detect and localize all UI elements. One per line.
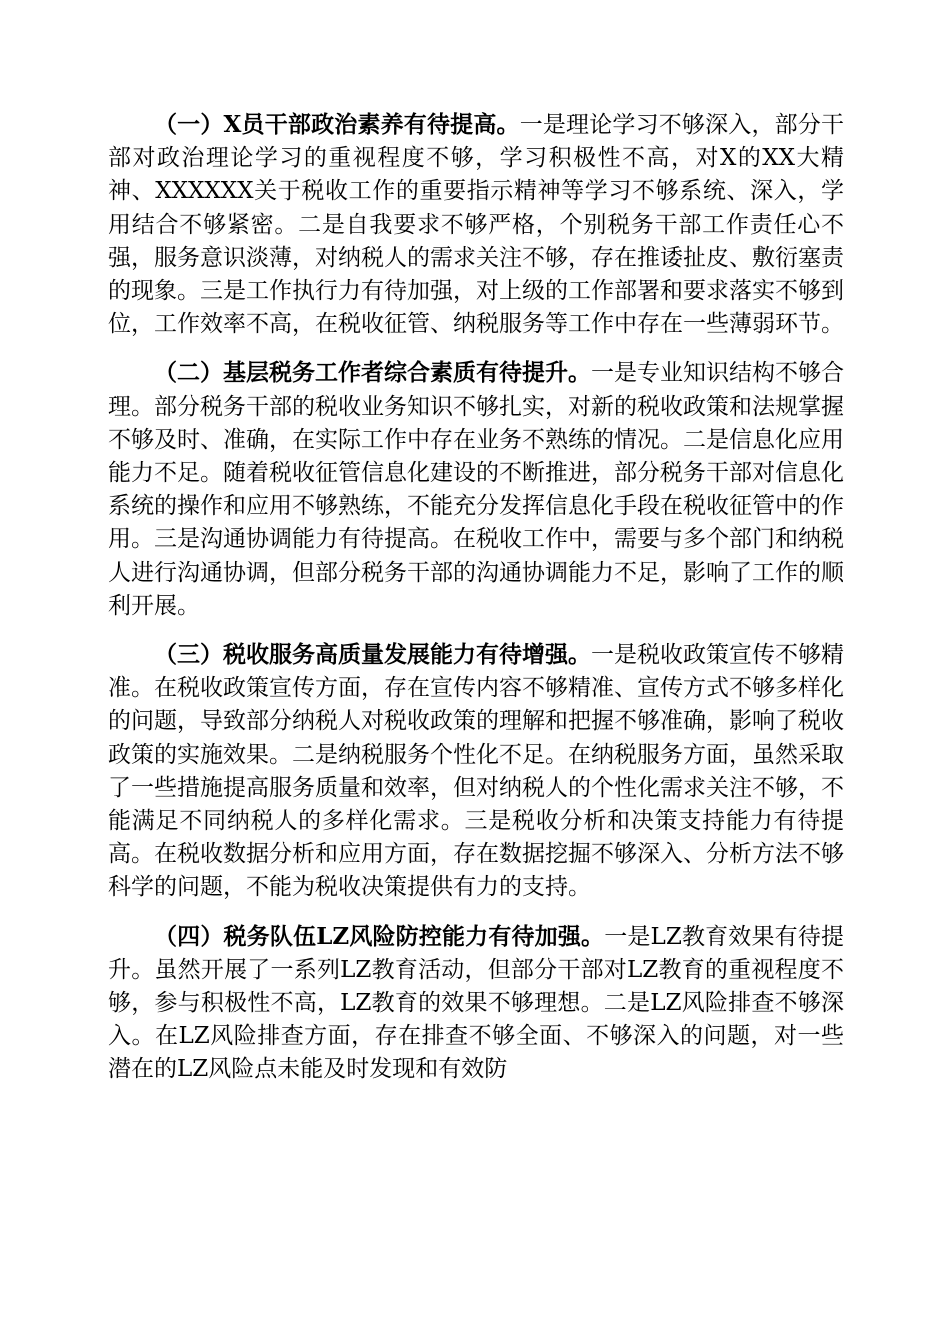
paragraph-4 (108, 920, 844, 1087)
paragraph-3 (108, 638, 844, 905)
paragraph-1-heading: （一）X员干部政治素养有待提高。 (154, 111, 520, 138)
paragraph-3-heading: （三）税收服务高质量发展能力有待增强。 (154, 641, 591, 669)
paragraph-1-body: 一是理论学习不够深入，部分干部对政治理论学习的重视程度不够，学习积极性不高，对X的XX大精神、XXXXXX关于税收工作的重要指示精神等学习不够系统、深入，学用结合不够紧密。二是自我要求不够严格，个别税务干部工作责任心不强，服务意识淡薄，对纳税人的需求关注不够，存在推诿扯皮、敷衍塞责的现象。三是工作执行力有待加强，对上级的工作部署和要求落实不够到位，工作效率不高，在税收征管、纳税服务等工作中存在一些薄弱环节。 (108, 112, 844, 338)
paragraph-1 (108, 108, 844, 341)
paragraph-4-heading: （四）税务队伍LZ风险防控能力有待加强。 (154, 922, 605, 950)
paragraph-2-body: 一是专业知识结构不够合理。部分税务干部的税收业务知识不够扎实，对新的税收政策和法规掌握不够及时、准确，在实际工作中存在业务不熟练的情况。二是信息化应用能力不足。随着税收征管信息化建设的不断推进，部分税务干部对信息化系统的操作和应用不够熟练，不能充分发挥信息化手段在税收征管中的作用。三是沟通协调能力有待提高。在税收工作中，需要与多个部门和纳税人进行沟通协调，但部分税务干部的沟通协调能力不足，影响了工作的顺利开展。 (108, 360, 844, 619)
paragraph-4-body: 一是LZ教育效果有待提升。虽然开展了一系列LZ教育活动，但部分干部对LZ教育的重视程度不够，参与积极性不高，LZ教育的效果不够理想。二是LZ风险排查不够深入。在LZ风险排查方面，存在排查不够全面、不够深入的问题，对一些潜在的LZ风险点未能及时发现和有效防 (108, 923, 844, 1083)
paragraph-2-heading: （二）基层税务工作者综合素质有待提升。 (154, 359, 591, 387)
document-page (108, 108, 844, 1102)
paragraph-3-body: 一是税收政策宣传不够精准。在税收政策宣传方面，存在宣传内容不够精准、宣传方式不够多样化的问题，导致部分纳税人对税收政策的理解和把握不够准确，影响了税收政策的实施效果。二是纳税服务个性化不足。在纳税服务方面，虽然采取了一些措施提高服务质量和效率，但对纳税人的个性化需求关注不够，不能满足不同纳税人的多样化需求。三是税收分析和决策支持能力有待提高。在税收数据分析和应用方面，存在数据挖掘不够深入、分析方法不够科学的问题，不能为税收决策提供有力的支持。 (108, 642, 844, 901)
paragraph-2 (108, 356, 844, 623)
